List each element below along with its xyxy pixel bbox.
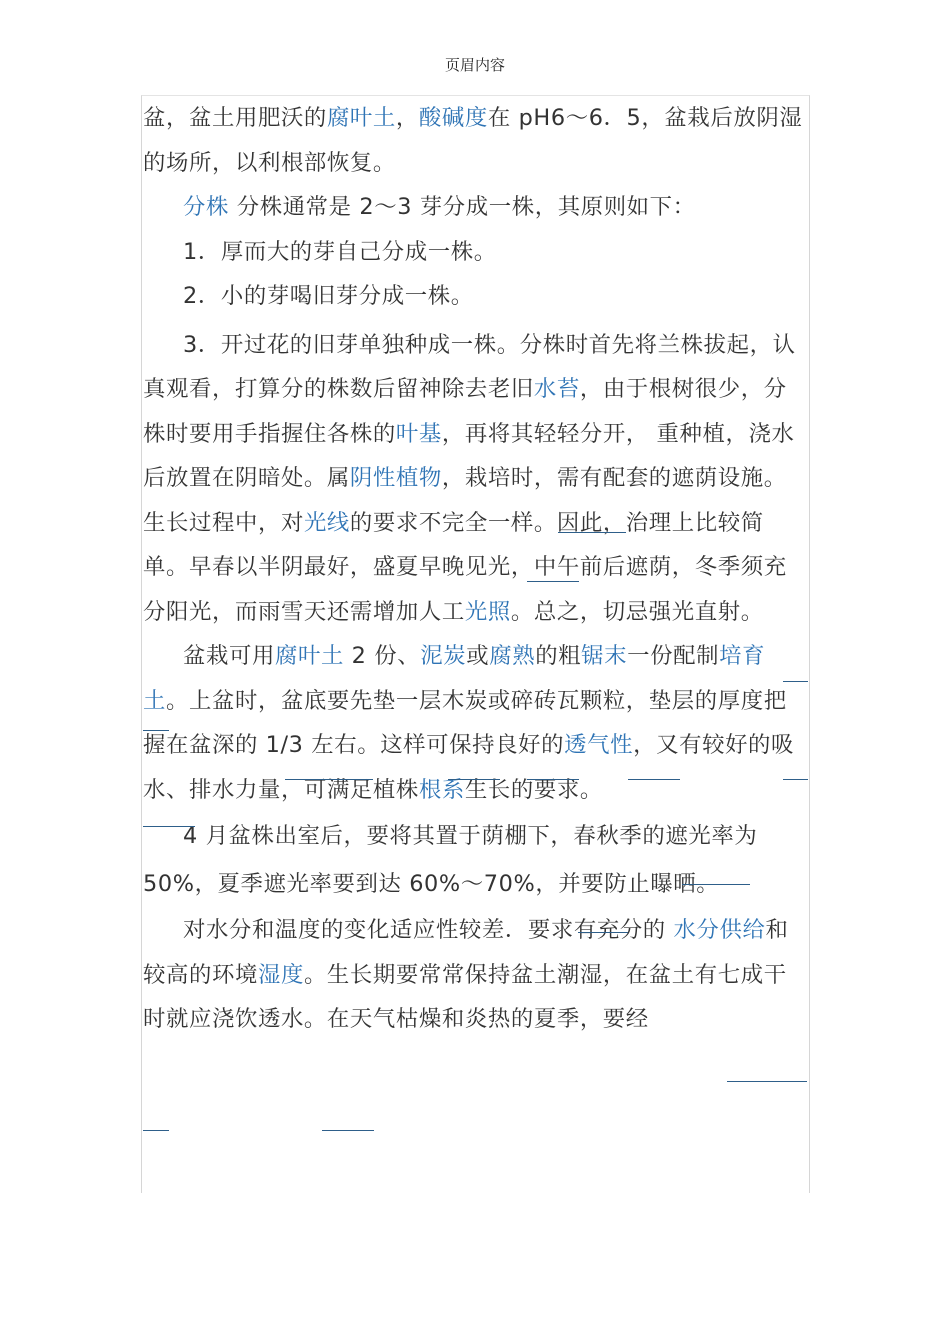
text-span: 在 pH6～6．5，盆栽后放阴湿的场所，以利根部恢复。: [143, 105, 803, 176]
link-leaf-mold[interactable]: 腐叶土: [326, 105, 396, 131]
rule-mark: [143, 826, 195, 827]
paragraph-rule-3: [143, 323, 808, 635]
page-header: 页眉内容: [444, 56, 505, 74]
link-leaf-base[interactable]: 叶基: [395, 420, 442, 447]
link-composted[interactable]: 腐熟: [489, 643, 536, 669]
link-culture-soil[interactable]: 培育土: [143, 643, 766, 714]
link-root-system[interactable]: 根系: [418, 776, 465, 803]
text-span: ，栽培时，需有配套的遮荫设施。生长过程中，对: [143, 465, 787, 536]
rule-mark: [783, 681, 808, 682]
rule-mark: [143, 730, 169, 731]
rule-mark: [285, 779, 373, 780]
paragraph-potting-medium: [143, 634, 808, 812]
rule-mark: [322, 1130, 374, 1131]
document-body: [143, 96, 808, 1042]
text-span: 。生长期要常常保持盆土潮湿，在盆土有七成干时就应浇饮透水。在天气枯燥和炎热的夏季，要经: [143, 961, 787, 1032]
rule-mark: [143, 1130, 169, 1131]
text-span: 3．开过花的旧芽单独种成一株。分株时首先将兰株拔起，认真观看，打算分的株数后留神除去老旧: [143, 331, 796, 402]
text-span: 2 份、: [343, 643, 421, 669]
rule-mark: [682, 884, 750, 885]
link-moss[interactable]: 水苔: [533, 376, 580, 402]
link-peat[interactable]: 泥炭: [420, 643, 467, 669]
text-span: 生长的要求。: [464, 776, 603, 803]
link-water-supply[interactable]: 水分供给: [673, 917, 766, 943]
rule-mark: [527, 779, 579, 780]
text-span: 一份配制: [627, 643, 720, 669]
text-span: 。总之，切忌强光直射。: [510, 598, 764, 625]
link-light[interactable]: 光线: [303, 509, 350, 536]
paragraph-watering: [143, 908, 808, 1042]
paragraph-rule-1: 1．厚而大的芽自己分成一株。: [183, 238, 497, 265]
link-ph[interactable]: 酸碱度: [418, 105, 488, 131]
text-span: 盆栽可用: [183, 643, 275, 669]
text-span: 分株通常是 2～3 芽分成一株，其原则如下：: [228, 194, 696, 220]
link-shade-plant[interactable]: 阴性植物: [349, 465, 442, 491]
link-division[interactable]: 分株: [183, 194, 229, 220]
link-sawdust[interactable]: 锯末: [581, 643, 628, 669]
paragraph-division: [143, 185, 808, 230]
text-span: 对水分和温度的变化适应性较差．要求有充分的: [183, 917, 674, 943]
rule-mark: [727, 1081, 807, 1082]
rule-mark: [578, 932, 628, 933]
link-illumination[interactable]: 光照: [464, 598, 511, 625]
paragraph-shading: 4 月盆株出室后，要将其置于荫棚下，春秋季的遮光率为 50%，夏季遮光率要到达 60%～70%，并要防止曝晒。: [143, 823, 758, 897]
text-span: ，再将其轻轻分开， 重种植，浇水后放置在阴暗处。属: [143, 420, 795, 491]
link-breathability[interactable]: 透气性: [564, 732, 634, 758]
text-span: ，由于根树很少，分株时要用手指握住各株的: [143, 376, 787, 447]
rule-mark: [628, 779, 680, 780]
text-span: 或: [466, 643, 490, 669]
text-span: ，又有较好的吸水、排水力量，可满足植株: [143, 732, 795, 803]
text-span: 和较高的环境: [143, 917, 789, 988]
rule-mark: [448, 779, 500, 780]
text-span: 的粗: [535, 643, 582, 669]
text-span: 。上盆时，盆底要先垫一层木炭或碎砖瓦颗粒，垫层的厚度把握在盆深的 1/3 左右。这样可保持良好的: [143, 687, 787, 758]
link-humidity[interactable]: 湿度: [257, 961, 304, 988]
rule-mark: [783, 779, 808, 780]
text-span: 的要求不完全一样。因此，治理上比较简单。早春以半阴最好，盛夏早晚见光，中午前后遮荫，冬季须充分阳光，而雨雪天还需增加人工: [143, 509, 787, 625]
link-leaf-mold-2[interactable]: 腐叶土: [274, 643, 344, 669]
rule-mark: [527, 581, 579, 582]
text-span: 盆，盆土用肥沃的: [143, 105, 327, 131]
paragraph-soil: [143, 96, 808, 185]
text-span: ，: [395, 105, 419, 131]
paragraph-rule-2: 2．小的芽喝旧芽分成一株。: [183, 283, 474, 309]
rule-mark: [558, 532, 626, 533]
